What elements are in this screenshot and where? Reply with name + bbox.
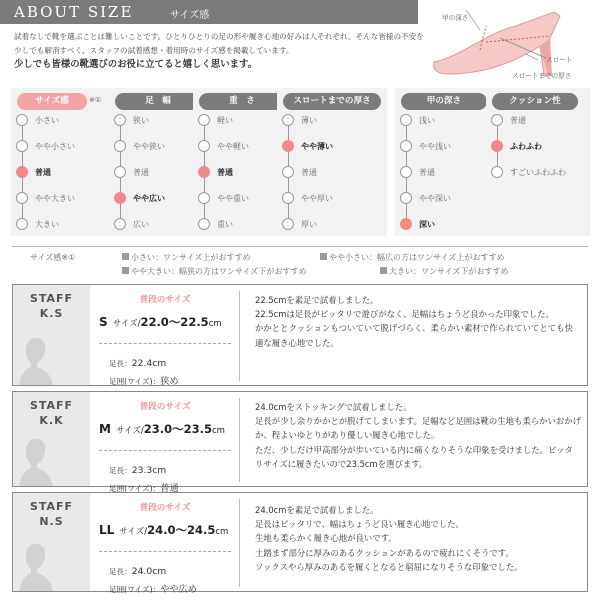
person-silhouette-icon — [17, 434, 57, 486]
selected-dot-icon — [282, 140, 294, 152]
legend-item-small: 小さい：ワンサイズ上がおすすめ — [122, 252, 250, 263]
staff-review-2 — [12, 391, 588, 494]
scale-option — [400, 192, 496, 204]
scale-option-label: やや軽い — [217, 142, 249, 151]
scale-option — [282, 114, 378, 126]
comment-line: 22.5cmは足長がピッタリで遊びがなく、足幅はちょうど良かった印象でした。 — [255, 309, 554, 320]
comment-line: 生地も柔らかく履き心地が良いです。 — [255, 533, 397, 544]
comment-line: 土踏まず部分に厚みのあるクッションがあるので疲れにくそうです。 — [255, 547, 514, 558]
legend-item-slightly-large: やや大きい：幅狭の方はワンサイズ下がおすすめ — [122, 266, 306, 277]
foot-width: 足囲(ワイズ)：狭め — [109, 376, 179, 387]
scale-option-label: やや小さい — [35, 142, 75, 151]
scale-option-label: やや厚い — [301, 194, 333, 203]
scale-option-label: やや薄い — [301, 142, 333, 151]
foot-length: 足長：24.0cm — [109, 566, 167, 577]
scale-option — [282, 218, 378, 230]
scale-option-label: ふわふわ — [510, 142, 542, 151]
dot-icon — [198, 218, 210, 230]
scale-card-throat-thickness — [277, 88, 387, 236]
usual-size-value: M サイズ/23.0〜23.5cm — [99, 422, 225, 436]
selected-dot-icon — [491, 140, 503, 152]
legend-top-divider — [12, 246, 588, 247]
dot-icon — [282, 166, 294, 178]
scale-card-cushion — [486, 88, 590, 236]
usual-size-title: 普段のサイズ — [139, 503, 191, 513]
scale-note: ※① — [89, 96, 102, 104]
scale-card-instep-depth — [395, 88, 495, 236]
dot-icon — [491, 166, 503, 178]
size-divider — [99, 343, 231, 344]
dot-icon — [114, 140, 126, 152]
usual-size-title: 普段のサイズ — [139, 295, 191, 305]
legend-item-slightly-small: やや小さい：幅広の方はワンサイズ上がおすすめ — [320, 252, 504, 263]
staff-name: N.S — [39, 515, 64, 528]
scale-option — [16, 140, 112, 152]
scale-title: サイズ感 — [17, 93, 87, 110]
page-title: ABOUT SIZE — [14, 3, 134, 21]
usual-size-panel — [91, 493, 239, 595]
comment-line: かかととクッションもついていて脱げづらく、柔らかい素材で作られていてとても快適な履き心地でした。 — [255, 323, 573, 348]
dot-icon — [16, 140, 28, 152]
staff-comment — [255, 400, 581, 471]
scale-option-label: 重い — [217, 220, 233, 229]
selected-dot-icon — [400, 218, 412, 230]
legend-item-large: 大きい：ワンサイズ下がおすすめ — [380, 266, 508, 277]
size-divider — [99, 450, 231, 451]
scale-title: クッション性 — [492, 93, 578, 110]
size-divider — [99, 551, 231, 552]
scale-option-label: 浅い — [419, 116, 435, 125]
scale-option-label: 普通 — [510, 116, 526, 125]
scale-option — [282, 166, 378, 178]
comment-line: 足長はピッタリで、幅はちょうど良い履き心地でした。 — [255, 519, 464, 530]
scale-option — [491, 140, 587, 152]
scale-option-label: 深い — [419, 220, 435, 229]
usual-size-value: S サイズ/22.0〜22.5cm — [99, 315, 222, 329]
scale-option — [16, 192, 112, 204]
intro-text: 試着なしで靴を選ぶことは難しいことです。ひとりひとりの足の形や履き心地の好みは人それぞれ。そんな皆様の不安を少しでも解消すべく、スタッフの試着感想・着用時のサイズ感を掲載しています。 — [14, 32, 424, 55]
dot-icon — [400, 166, 412, 178]
comment-line: ただ、少しだけ甲高部分が歩いている内に痛くなりそうな印象を受けました。ピッタリサイズに履きたいので23.5cmを選びます。 — [255, 444, 573, 469]
usual-size-title: 普段のサイズ — [139, 402, 191, 412]
staff-label: STAFF K.K — [13, 398, 90, 428]
dot-icon — [16, 192, 28, 204]
selected-dot-icon — [198, 166, 210, 178]
scale-option-label: やや浅い — [419, 142, 451, 151]
foot-length: 足長：23.3cm — [109, 465, 167, 476]
comment-line: 24.0cmを素足で試着しました。 — [255, 505, 379, 515]
scale-option-label: 普通 — [35, 168, 51, 177]
staff-name: K.K — [39, 414, 64, 427]
comment-line: ソックスやら厚みのあるを履くとなると窮屈になりそうな印象でした。 — [255, 561, 523, 572]
scale-option-label: 薄い — [301, 116, 317, 125]
scale-option — [16, 114, 112, 126]
dot-icon — [400, 192, 412, 204]
comment-line: 22.5cmを素足で試着しました。 — [255, 295, 379, 305]
dot-icon — [491, 114, 503, 126]
usual-size-panel — [91, 285, 239, 385]
instep-label: 甲の深さ — [442, 14, 469, 22]
scale-option-label: 普通 — [419, 168, 435, 177]
scale-title: スロートまでの厚さ — [283, 93, 381, 110]
scale-title: 重 さ — [199, 93, 285, 110]
scale-option-label: 普通 — [217, 168, 233, 177]
scale-option-label: すごいふわふわ — [510, 168, 566, 177]
comment-line: 足長が少し余りかかとが脱げてしまいます。足幅など足囲は靴の生地も柔らかいおかげか、程よいゆとりがあり優しい履き心地でした。 — [255, 416, 581, 441]
dot-icon — [16, 218, 28, 230]
scale-option-label: 厚い — [301, 220, 317, 229]
scale-option — [491, 114, 587, 126]
throat-label: スロート — [546, 56, 573, 64]
scale-option — [491, 166, 587, 178]
scale-option — [282, 140, 378, 152]
scale-option-label: 普通 — [301, 168, 317, 177]
scale-card-size-feel — [11, 88, 111, 236]
person-silhouette-icon — [17, 333, 57, 385]
scale-option-label: 小さい — [35, 116, 59, 125]
dot-icon — [16, 114, 28, 126]
scale-title: 甲の深さ — [401, 93, 487, 110]
dot-icon — [114, 114, 126, 126]
scale-option-label: やや大きい — [35, 194, 75, 203]
person-silhouette-icon — [17, 539, 57, 591]
scale-option — [400, 140, 496, 152]
scale-option-label: やや深い — [419, 194, 451, 203]
dot-icon — [282, 114, 294, 126]
foot-width: 足囲(ワイズ)：やや広め — [109, 584, 197, 595]
legend-label: サイズ感※① — [30, 253, 76, 262]
column-divider — [239, 398, 240, 482]
scale-option — [16, 218, 112, 230]
header-bar — [0, 0, 418, 24]
dot-icon — [114, 218, 126, 230]
foot-width: 足囲(ワイズ)：普通 — [109, 483, 179, 494]
scale-option-label: やや重い — [217, 194, 249, 203]
scale-option-label: 軽い — [217, 116, 233, 125]
scale-title: 足 幅 — [115, 93, 201, 110]
intro-emphasis: 少しでも皆様の靴選びのお役に立てると嬉しく思います。 — [14, 59, 258, 70]
scale-option-label: 大きい — [35, 220, 59, 229]
staff-label: STAFF N.S — [13, 499, 90, 529]
scale-option — [282, 192, 378, 204]
selected-dot-icon — [114, 192, 126, 204]
scale-option — [16, 166, 112, 178]
comment-line: 24.0cmをストッキングで試着しました。 — [255, 402, 412, 412]
scale-option-label: やや広い — [133, 194, 165, 203]
staff-id-panel — [13, 392, 90, 486]
dot-icon — [114, 166, 126, 178]
scale-option-label: 広い — [133, 220, 149, 229]
staff-id-panel — [13, 493, 90, 591]
scale-option — [400, 114, 496, 126]
column-divider — [239, 499, 240, 587]
usual-size-value: LL サイズ/24.0〜24.5cm — [99, 523, 229, 537]
column-divider — [239, 291, 240, 381]
usual-size-panel — [91, 392, 239, 494]
staff-review-1 — [12, 284, 588, 386]
selected-dot-icon — [16, 166, 28, 178]
scale-option-label: やや狭い — [133, 142, 165, 151]
dot-icon — [282, 192, 294, 204]
dot-icon — [198, 192, 210, 204]
dot-icon — [198, 140, 210, 152]
scale-option-label: 狭い — [133, 116, 149, 125]
staff-comment — [255, 503, 581, 574]
dot-icon — [282, 218, 294, 230]
dot-icon — [400, 140, 412, 152]
staff-review-3 — [12, 492, 588, 595]
scale-option — [400, 218, 496, 230]
dot-icon — [400, 114, 412, 126]
shoe-diagram — [428, 2, 598, 86]
dot-icon — [198, 114, 210, 126]
staff-name: K.S — [39, 307, 64, 320]
scale-option-label: 普通 — [133, 168, 149, 177]
throat-thickness-label: スロートまでの厚さ — [512, 72, 572, 80]
scale-option — [400, 166, 496, 178]
staff-id-panel — [13, 285, 90, 385]
staff-comment — [255, 293, 581, 350]
page-subtitle: サイズ感 — [170, 10, 210, 21]
foot-length: 足長：22.4cm — [109, 358, 167, 369]
staff-label: STAFF K.S — [13, 291, 90, 321]
